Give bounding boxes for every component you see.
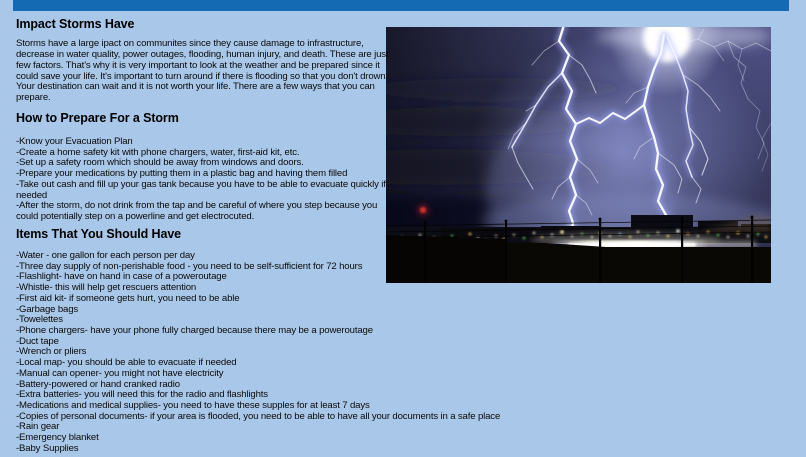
supply-item: -Medications and medical supplies- you need to have these supples for at least 7 days: [16, 399, 370, 411]
heading-impact-storms-have: Impact Storms Have: [16, 17, 135, 31]
heading-how-to-prepare: How to Prepare For a Storm: [16, 110, 179, 125]
supply-item: -Local map- you should be able to evacuate if needed: [16, 357, 237, 369]
supply-item: -Towelettes: [16, 314, 63, 326]
supply-item: -Garbage bags: [16, 303, 79, 315]
supply-item: -Baby Supplies: [16, 442, 79, 454]
supply-item: -Emergency blanket: [16, 432, 99, 444]
supply-item: -Copies of personal documents- if your area is flooded, you need to be able to have all your documents in a safe place: [16, 410, 501, 422]
supply-item: -Whistle- this will help get rescuers attention: [16, 282, 197, 294]
supply-item: -Duct tape: [16, 335, 59, 347]
prepare-item: -After the storm, do not drink from the tap and be careful of where you step because you could potentially step on a powerline and get electrocuted.: [16, 200, 378, 222]
prepare-item: -Set up a safety room which should be away from windows and doors.: [16, 157, 304, 169]
impact-paragraph: Storms have a large ipact on communites since they cause damage to infrastructure, decrease in water quality, power outages, flooding, human injury, and death. These are just few factors. That's why it is very important to look at the weather and be prepared since it could save your life. It's important to turn around if there is flooding so that you don't drown. Your destination can wait and it is not worth your life. There are a few ways that you can prepare.: [16, 38, 389, 103]
supply-item: -Flashlight- have on hand in case of a poweroutage: [16, 271, 227, 283]
prepare-list: [16, 137, 390, 223]
prepare-item: -Prepare your medications by putting them in a plastic bag and having them filled: [16, 168, 348, 180]
prepare-item: -Take out cash and fill up your gas tank because you have to be able to evacuate quickly if needed: [16, 178, 386, 201]
supply-item: -Water - one gallon for each person per day: [16, 250, 195, 262]
heading-items-you-should-have: Items That You Should Have: [16, 226, 182, 241]
supply-item: -Phone chargers- have your phone fully charged because there may be a poweroutage: [16, 324, 373, 336]
supplies-list: [16, 251, 790, 454]
supply-item: -Extra batteries- you will need this for the radio and flashlights: [16, 389, 268, 401]
supply-item: -Three day supply of non-perishable food - you need to be self-sufficient for 72 hours: [16, 260, 363, 272]
prepare-item: -Create a home safety kit with phone chargers, water, first-aid kit, etc.: [16, 146, 300, 158]
supply-item: -Battery-powered or hand cranked radio: [16, 378, 180, 390]
supply-item: -Rain gear: [16, 421, 60, 433]
supply-item: -Manual can opener- you might not have electricity: [16, 367, 224, 379]
top-banner-bar: [13, 0, 789, 11]
article-content: [16, 17, 790, 454]
supply-item: -First aid kit- if someone gets hurt, you need to be able: [16, 292, 240, 304]
prepare-item: -Know your Evacuation Plan: [16, 136, 133, 148]
supply-item: -Wrench or pliers: [16, 346, 87, 358]
